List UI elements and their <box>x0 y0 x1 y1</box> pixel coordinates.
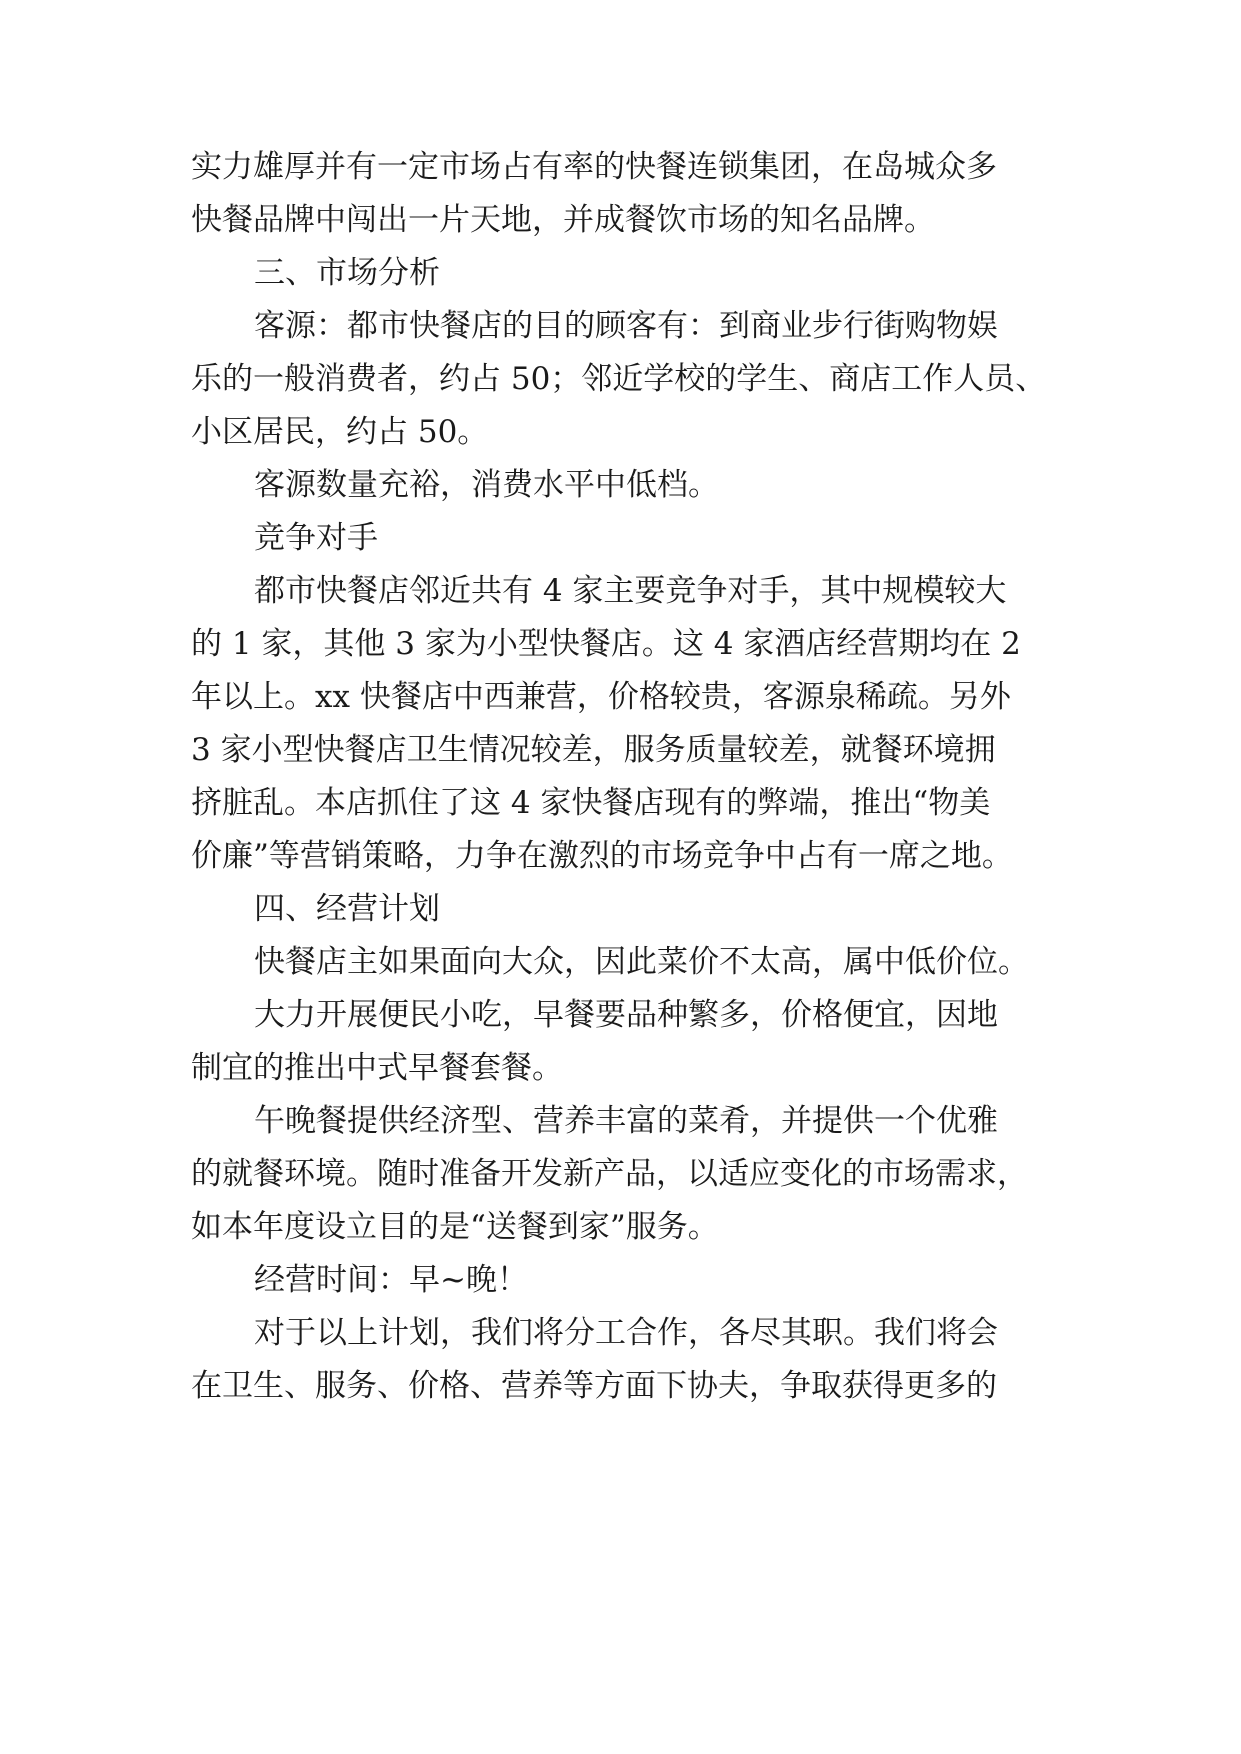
body-text-line: 在卫生、服务、价格、营养等方面下协夫，争取获得更多的 <box>191 1368 997 1404</box>
body-text-line: 的 1 家，其他 3 家为小型快餐店。这 4 家酒店经营期均在 2 <box>191 626 1021 662</box>
body-text-line: 都市快餐店邻近共有 4 家主要竞争对手，其中规模较大 <box>254 573 1007 609</box>
body-text-line: 实力雄厚并有一定市场占有率的快餐连锁集团，在岛城众多 <box>191 149 997 185</box>
body-text-line: 快餐店主如果面向大众，因此菜价不太高，属中低价位。 <box>254 944 1029 980</box>
body-text-line: 客源：都市快餐店的目的顾客有：到商业步行街购物娱 <box>254 308 998 344</box>
body-text-line: 如本年度设立目的是“送餐到家”服务。 <box>191 1209 719 1245</box>
body-text-line: 3 家小型快餐店卫生情况较差，服务质量较差，就餐环境拥 <box>191 732 996 768</box>
body-text-line: 年以上。xx 快餐店中西兼营，价格较贵，客源泉稀疏。另外 <box>191 679 1011 715</box>
body-text-line: 价廉”等营销策略，力争在激烈的市场竞争中占有一席之地。 <box>191 838 1013 874</box>
body-text-line: 制宜的推出中式早餐套餐。 <box>191 1050 563 1086</box>
body-text-line: 经营时间：早~晚！ <box>254 1262 528 1298</box>
body-text-line: 小区居民，约占 50。 <box>191 414 489 450</box>
body-text-line: 乐的一般消费者，约占 50；邻近学校的学生、商店工作人员、 <box>191 361 1047 397</box>
body-text-line: 午晚餐提供经济型、营养丰富的菜肴，并提供一个优雅 <box>254 1103 998 1139</box>
section-heading-business-plan: 四、经营计划 <box>254 891 440 927</box>
body-text-line: 的就餐环境。随时准备开发新产品，以适应变化的市场需求， <box>191 1156 1028 1192</box>
body-text-line: 大力开展便民小吃，早餐要品种繁多，价格便宜，因地 <box>254 997 998 1033</box>
subheading-competitors: 竞争对手 <box>254 520 378 556</box>
body-text-line: 快餐品牌中闯出一片天地，并成餐饮市场的知名品牌。 <box>191 202 935 238</box>
body-text-line: 客源数量充裕，消费水平中低档。 <box>254 467 719 503</box>
body-text-line: 挤脏乱。本店抓住了这 4 家快餐店现有的弊端，推出“物美 <box>191 785 991 821</box>
section-heading-market-analysis: 三、市场分析 <box>254 255 440 291</box>
body-text-line: 对于以上计划，我们将分工合作，各尽其职。我们将会 <box>254 1315 998 1351</box>
